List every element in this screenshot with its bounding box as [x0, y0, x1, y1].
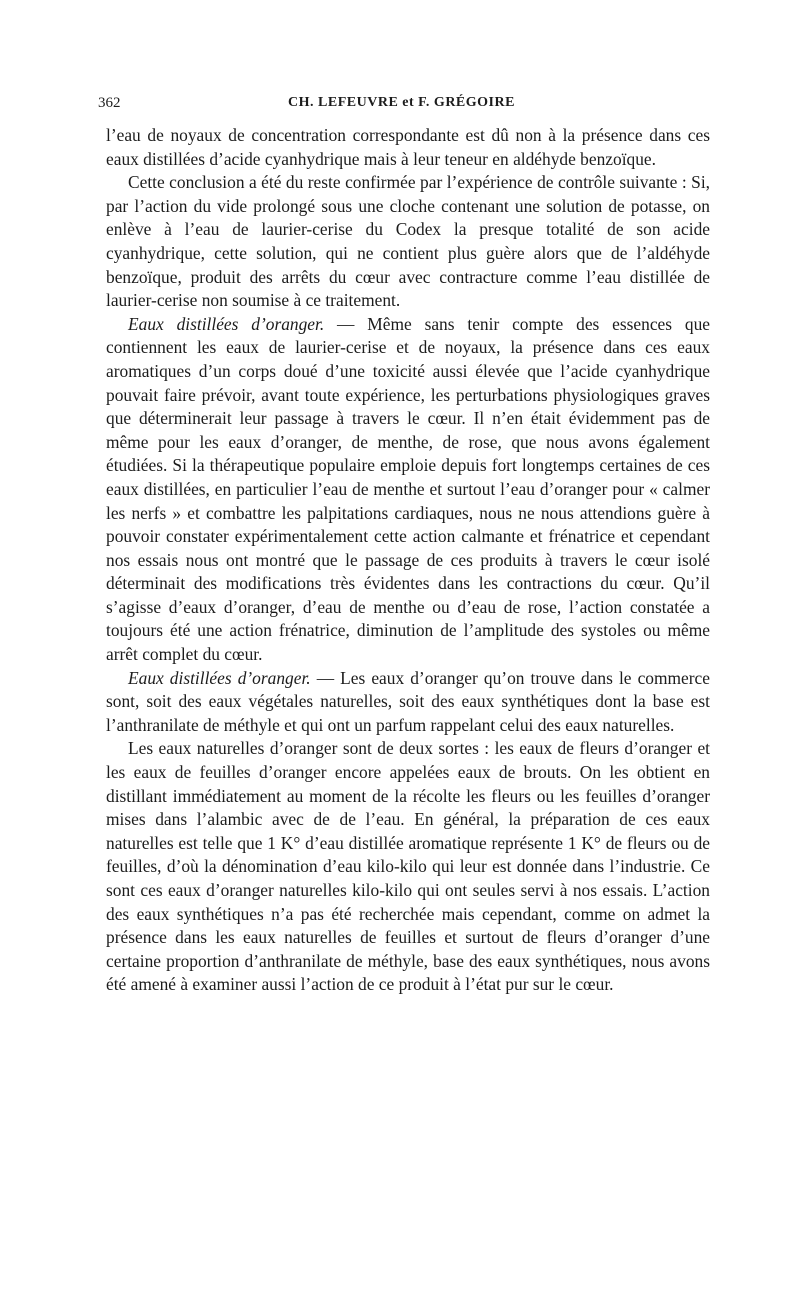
section-heading: Eaux distillées d’oranger. [128, 313, 325, 334]
paragraph-text: Les eaux naturelles d’oranger sont de deux sortes : les eaux de fleurs d’oranger et les eaux de feuilles d’oranger encore appelées eaux de brouts. On les obtient en distillant immédiatement au moment de la récolte les fleurs ou les feuilles d’oranger mises dans l’alambic avec de de l’eau. En général, la préparation de ces eaux naturelles est telle que 1 K° d’eau distillée aromatique représente 1 K° de fleurs ou de feuilles, d’où la dénomination d’eau kilo-kilo qui leur est donnée dans l’industrie. Ce sont ces eaux d’oranger naturelles kilo-kilo qui ont seules servi à nos essais. L’action des eaux synthétiques n’a pas été recherchée mais cependant, comme on admet la présence dans les eaux naturelles de feuilles et surtout de fleurs d’oranger d’une certaine proportion d’anthranilate de méthyle, base des eaux synthétiques, nous avons été amené à examiner aussi l’action de ce produit à l’état pur sur le cœur. [106, 738, 710, 995]
paragraph [106, 737, 710, 997]
paragraph [106, 171, 710, 313]
paragraph-text: Cette conclusion a été du reste confirmée par l’expérience de contrôle suivante : Si, par l’action du vide prolongé sous une cloche contenant une solution de potasse, on enlève à l’eau de laurier-cerise du Codex la presque totalité de son acide cyanhydrique, cette solution, qui ne contient plus guère alors que de l’aldéhyde benzoïque, produit des arrêts du cœur avec contracture comme l’eau distillée de laurier-cerise non soumise à ce traitement. [106, 172, 710, 311]
running-header [98, 92, 705, 114]
running-title: CH. LEFEUVRE et F. GRÉGOIRE [288, 95, 515, 110]
paragraph [106, 124, 710, 171]
page-number: 362 [98, 95, 121, 111]
body-text [106, 124, 710, 997]
paragraph [106, 667, 710, 738]
paragraph-text: l’eau de noyaux de concentration correspondante est dû non à la présence dans ces eaux distillées d’acide cyanhydrique mais à leur teneur en aldéhyde benzoïque. [106, 125, 710, 169]
paragraph [106, 313, 710, 667]
paragraph-text: — Les eaux d’oranger qu’on trouve dans le commerce sont, soit des eaux végétales naturelles, soit des eaux synthétiques dont la base est l’anthranilate de méthyle et qui ont un parfum rappelant celui des eaux naturelles. [106, 667, 710, 735]
paragraph-text: — Même sans tenir compte des essences que contiennent les eaux de laurier-cerise et de noyaux, la présence dans ces eaux aromatiques d’un corps doué d’une toxicité aussi élevée que l’acide cyanhydrique pouvait faire prévoir, avant toute expérience, les perturbations physiologiques graves que déterminerait leur passage à travers le cœur. Il n’en était évidemment pas de même pour les eaux d’oranger, de menthe, de rose, que nous avons également étudiées. Si la thérapeutique populaire emploie depuis fort longtemps certaines de ces eaux distillées, en particulier l’eau de menthe et surtout l’eau d’oranger pour « calmer les nerfs » et combattre les palpitations cardiaques, nous ne nous attendions guère à pouvoir constater expérimentalement cette action calmante et frénatrice et cependant nos essais nous ont montré que le passage de ces produits à travers le cœur isolé déterminait des modifications très évidentes dans les contractions du cœur. Qu’il s’agisse d’eaux d’oranger, d’eau de menthe ou d’eau de rose, l’action constatée a toujours été une action frénatrice, diminution de l’amplitude des systoles ou même arrêt complet du cœur. [106, 313, 710, 665]
section-heading: Eaux distillées d’oranger. [128, 667, 311, 688]
